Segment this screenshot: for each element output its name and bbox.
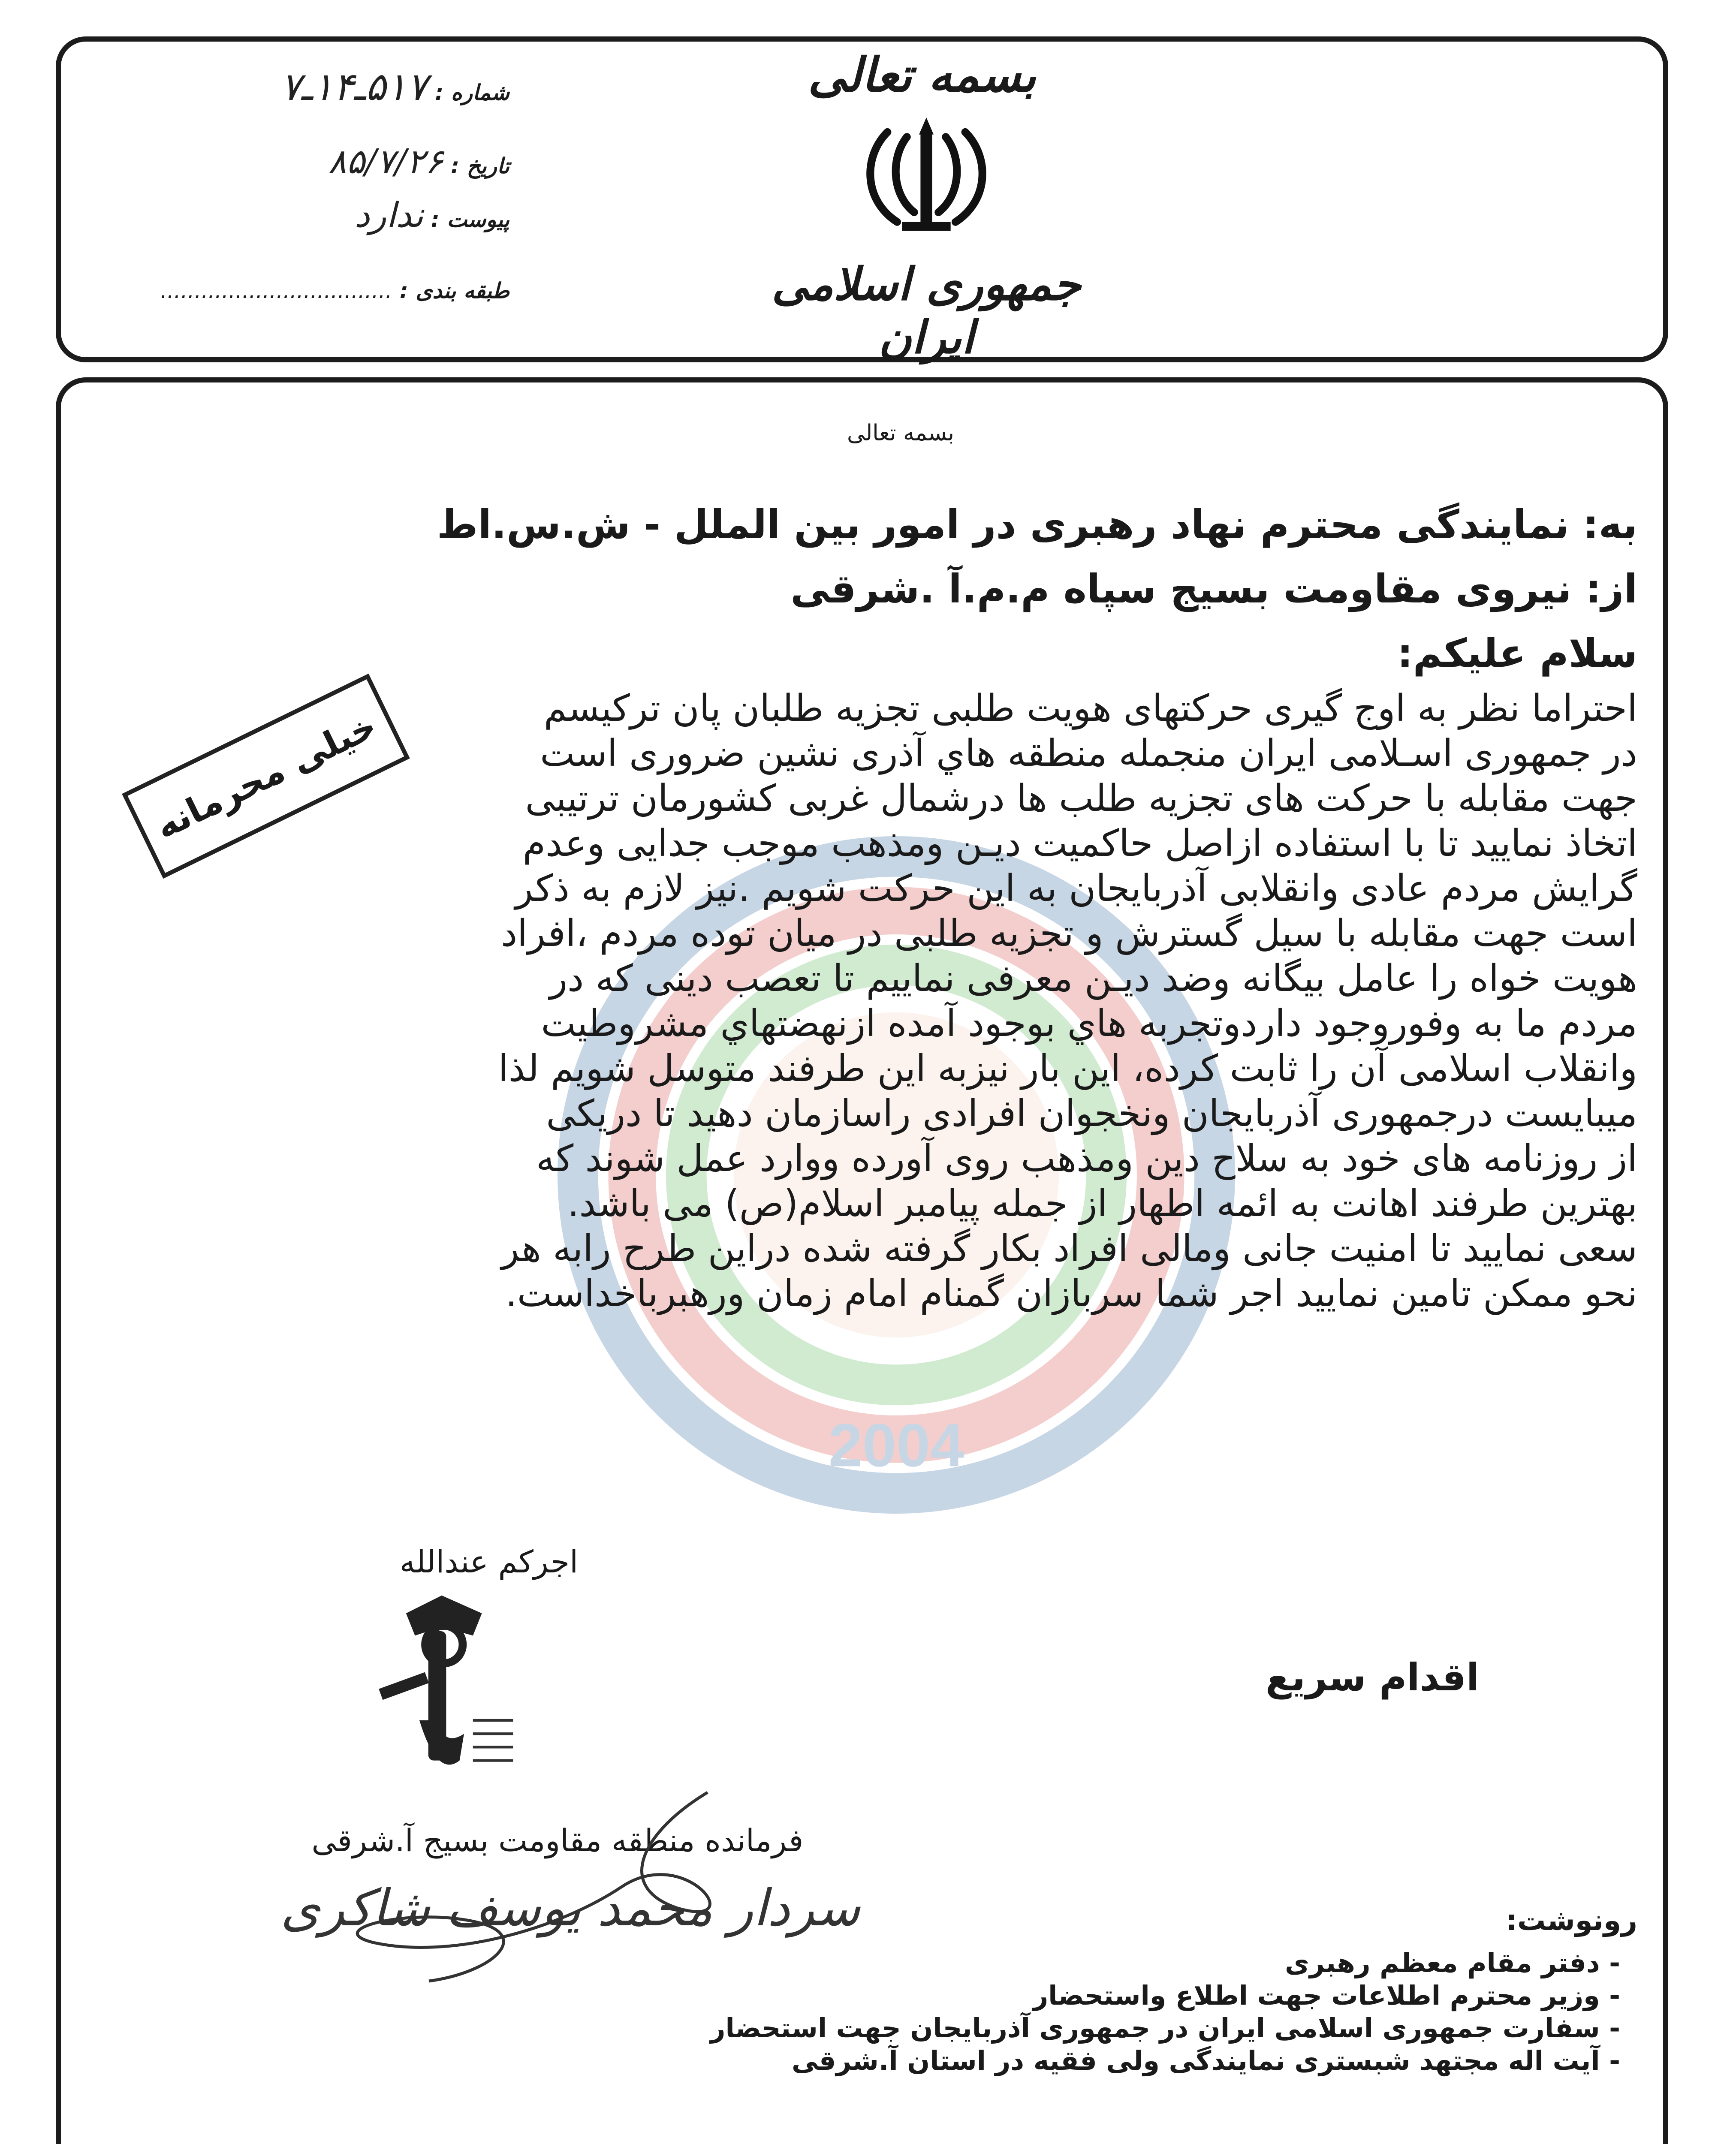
body-line: نحو ممکن تامین نمایید اجر شما سربازان گمنام امام زمان ورهبرباخداست. bbox=[505, 1272, 1637, 1315]
emblem-caption: جمهوری اسلامی ایران bbox=[772, 257, 1081, 364]
body-line: بهترین طرفند اهانت به ائمه اطهار از جمله پیامبر اسلام(ص) می باشد. bbox=[567, 1182, 1637, 1225]
number-value: ۵۱۷ـ۱۴ـ۷ bbox=[280, 64, 428, 109]
body-line: در جمهوری اسـلامی ایران منجمله منطقه هاي آذری نشین ضروری است bbox=[540, 732, 1637, 775]
letter-besmeh: بسمه تعالی bbox=[847, 420, 954, 446]
body-line: هویت خواه را عامل بیگانه وضد دیـن معرفی نماییم تا تعصب دینی که در bbox=[549, 957, 1637, 1000]
watermark-year: 2004 bbox=[828, 1411, 964, 1480]
date-label: تاریخ : bbox=[451, 154, 509, 178]
to-line: به: نمایندگی محترم نهاد رهبری در امور بین الملل - ش.س.اط bbox=[437, 502, 1637, 548]
body-line: مردم ما به وفوروجود داردوتجربه هاي بوجود آمده ازنهضتهاي مشروطیت bbox=[541, 1002, 1637, 1045]
body-line: احتراما نظر به اوج گیری حرکتهای هویت طلبی تجزیه طلبان پان ترکیسم bbox=[544, 687, 1637, 730]
body-line: اتخاذ نمایید تا با استفاده ازاصل حاکمیت دیـن ومذهب موجب جدایی وعدم bbox=[522, 822, 1637, 865]
letter-body bbox=[437, 686, 1637, 1316]
iran-emblem-icon bbox=[853, 111, 999, 240]
attachment-row bbox=[355, 195, 509, 235]
body-line: میبایست درجمهوری آذربایجان ونخجوان افرادی راسازمان دهید تا دریکی bbox=[546, 1092, 1637, 1135]
cc-list bbox=[334, 1947, 1620, 2077]
body-line: گرایش مردم عادی وانقلابی آذربایجان به این حرکت شویم .نیز لازم به ذکر bbox=[515, 867, 1637, 910]
confidential-stamp-text: خیلی محرمانه bbox=[149, 705, 383, 847]
body-line: است جهت مقابله با سیل گسترش و تجزیه طلبی در میان توده مردم ،افراد bbox=[500, 912, 1637, 955]
number-row bbox=[280, 64, 509, 109]
cc-item: - سفارت جمهوری اسلامی ایران در جمهوری آذربایجان جهت استحضار bbox=[710, 2012, 1620, 2044]
irgc-seal-icon bbox=[352, 1587, 532, 1810]
classification-dots: .................................. bbox=[160, 278, 392, 303]
signer-title: فرمانده منطقه مقاومت بسیج آ.شرقی bbox=[311, 1822, 804, 1858]
closing-text: اجرکم عندالله bbox=[399, 1544, 579, 1580]
from-line: از: نیروی مقاومت بسیج سپاه م.م.آ .شرقی bbox=[790, 566, 1637, 612]
classification-row bbox=[160, 274, 509, 304]
cc-heading: رونوشت: bbox=[1506, 1904, 1637, 1937]
signer-name: سردار محمد یوسف شاکری bbox=[280, 1878, 860, 1937]
body-line: سعی نمایید تا امنیت جانی ومالی افراد بکار گرفته شده دراین طرح رابه هر bbox=[501, 1227, 1637, 1270]
date-row bbox=[328, 142, 509, 181]
number-label: شماره : bbox=[435, 80, 509, 105]
cc-item: - دفتر مقام معظم رهبری bbox=[1285, 1947, 1620, 1978]
attachment-label: پیوست : bbox=[431, 207, 509, 232]
date-value: ۸۵/۷/۲۶ bbox=[328, 142, 443, 181]
body-line: وانقلاب اسلامی آن را ثابت کرده، این بار نیزبه این طرفند متوسل شویم لذا bbox=[498, 1047, 1637, 1090]
header-besmeh: بسمه تعالی bbox=[808, 47, 1036, 102]
body-line: جهت مقابله با حرکت های تجزیه طلب ها درشمال غربی کشورمان ترتیبی bbox=[525, 777, 1637, 820]
classification-label: طبقه بندی : bbox=[399, 278, 509, 303]
urgent-note: اقدام سریع bbox=[1265, 1655, 1480, 1699]
greeting: سلام علیکم: bbox=[1397, 630, 1637, 676]
attachment-value: ندارد bbox=[354, 195, 424, 235]
body-line: از روزنامه های خود به سلاح دین ومذهب روی آورده ووارد عمل شوند که bbox=[536, 1137, 1637, 1180]
cc-item: - آیت اله مجتهد شبستری نمایندگی ولی فقیه در استان آ.شرقی bbox=[792, 2045, 1620, 2076]
cc-item: - وزیر محترم اطلاعات جهت اطلاع واستحضار bbox=[1033, 1980, 1620, 2011]
